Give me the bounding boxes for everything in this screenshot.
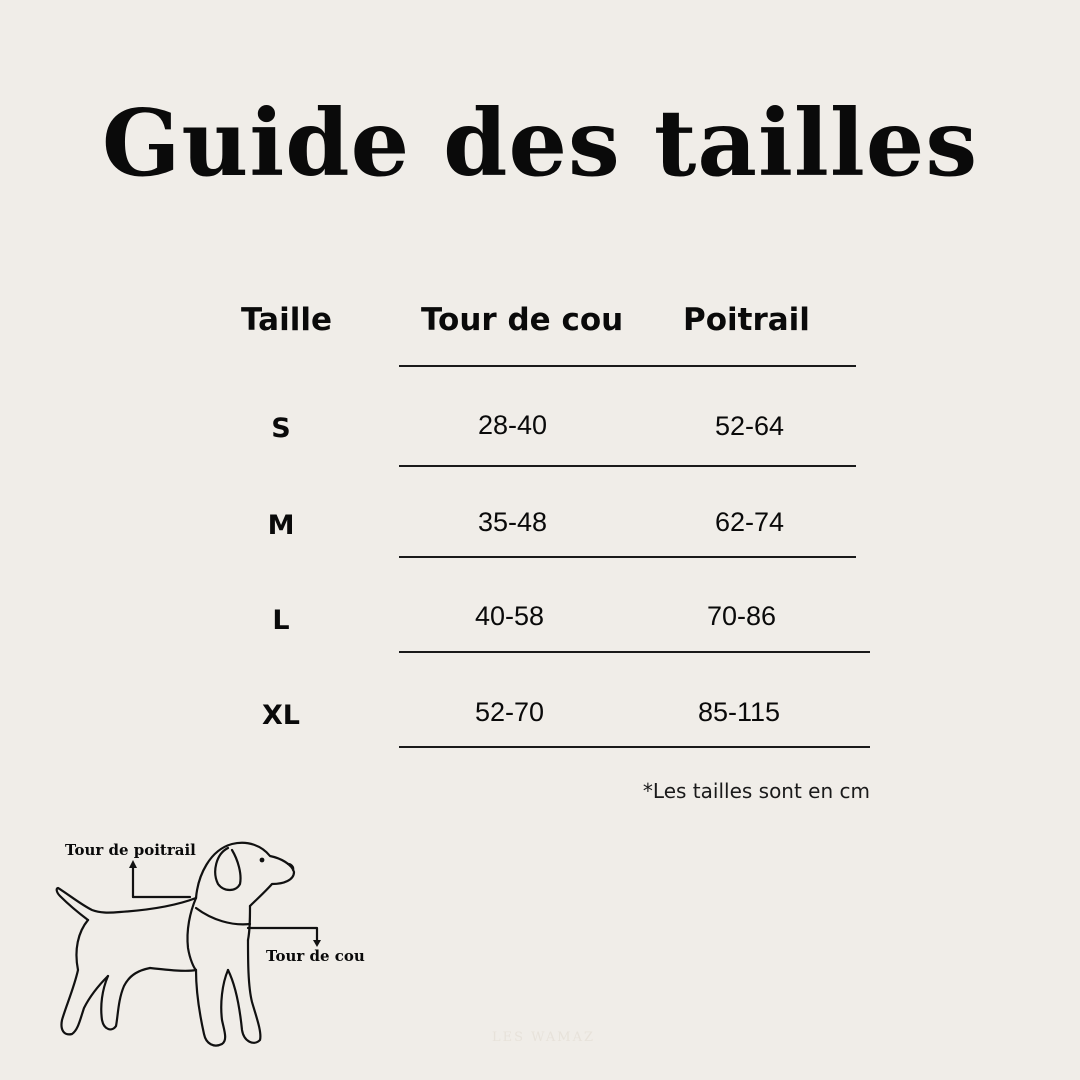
- chest-value: 85-115: [698, 697, 781, 727]
- arrow-down-icon: [313, 940, 321, 947]
- size-label: S: [271, 413, 291, 444]
- neck-value: 40-58: [475, 601, 545, 631]
- table-divider: [399, 365, 856, 367]
- header-tour-de-cou: Tour de cou: [421, 302, 624, 338]
- table-divider: [399, 651, 870, 653]
- table-divider: [399, 556, 856, 558]
- size-label: XL: [261, 700, 301, 731]
- chest-label: Tour de poitrail: [65, 841, 196, 859]
- watermark: LES WAMAZ: [492, 1030, 595, 1045]
- chest-value: 52-64: [715, 411, 785, 441]
- chest-value: 70-86: [707, 601, 777, 631]
- neck-value: 28-40: [478, 410, 548, 440]
- eye-icon: [260, 858, 265, 863]
- header-poitrail: Poitrail: [683, 302, 810, 338]
- neck-arrow-line: [248, 928, 317, 940]
- neck-label: Tour de cou: [266, 947, 365, 965]
- table-divider: [399, 465, 856, 467]
- size-label: M: [267, 510, 295, 541]
- table-divider: [399, 746, 870, 748]
- page-title: Guide des tailles: [101, 89, 979, 197]
- size-label: L: [272, 605, 290, 636]
- neck-value: 52-70: [475, 697, 545, 727]
- units-note: *Les tailles sont en cm: [642, 779, 870, 803]
- chest-value: 62-74: [715, 507, 785, 537]
- header-taille: Taille: [241, 302, 332, 338]
- neck-value: 35-48: [478, 507, 548, 537]
- dog-outline-icon: [0, 820, 400, 1060]
- arrow-up-icon: [129, 860, 137, 868]
